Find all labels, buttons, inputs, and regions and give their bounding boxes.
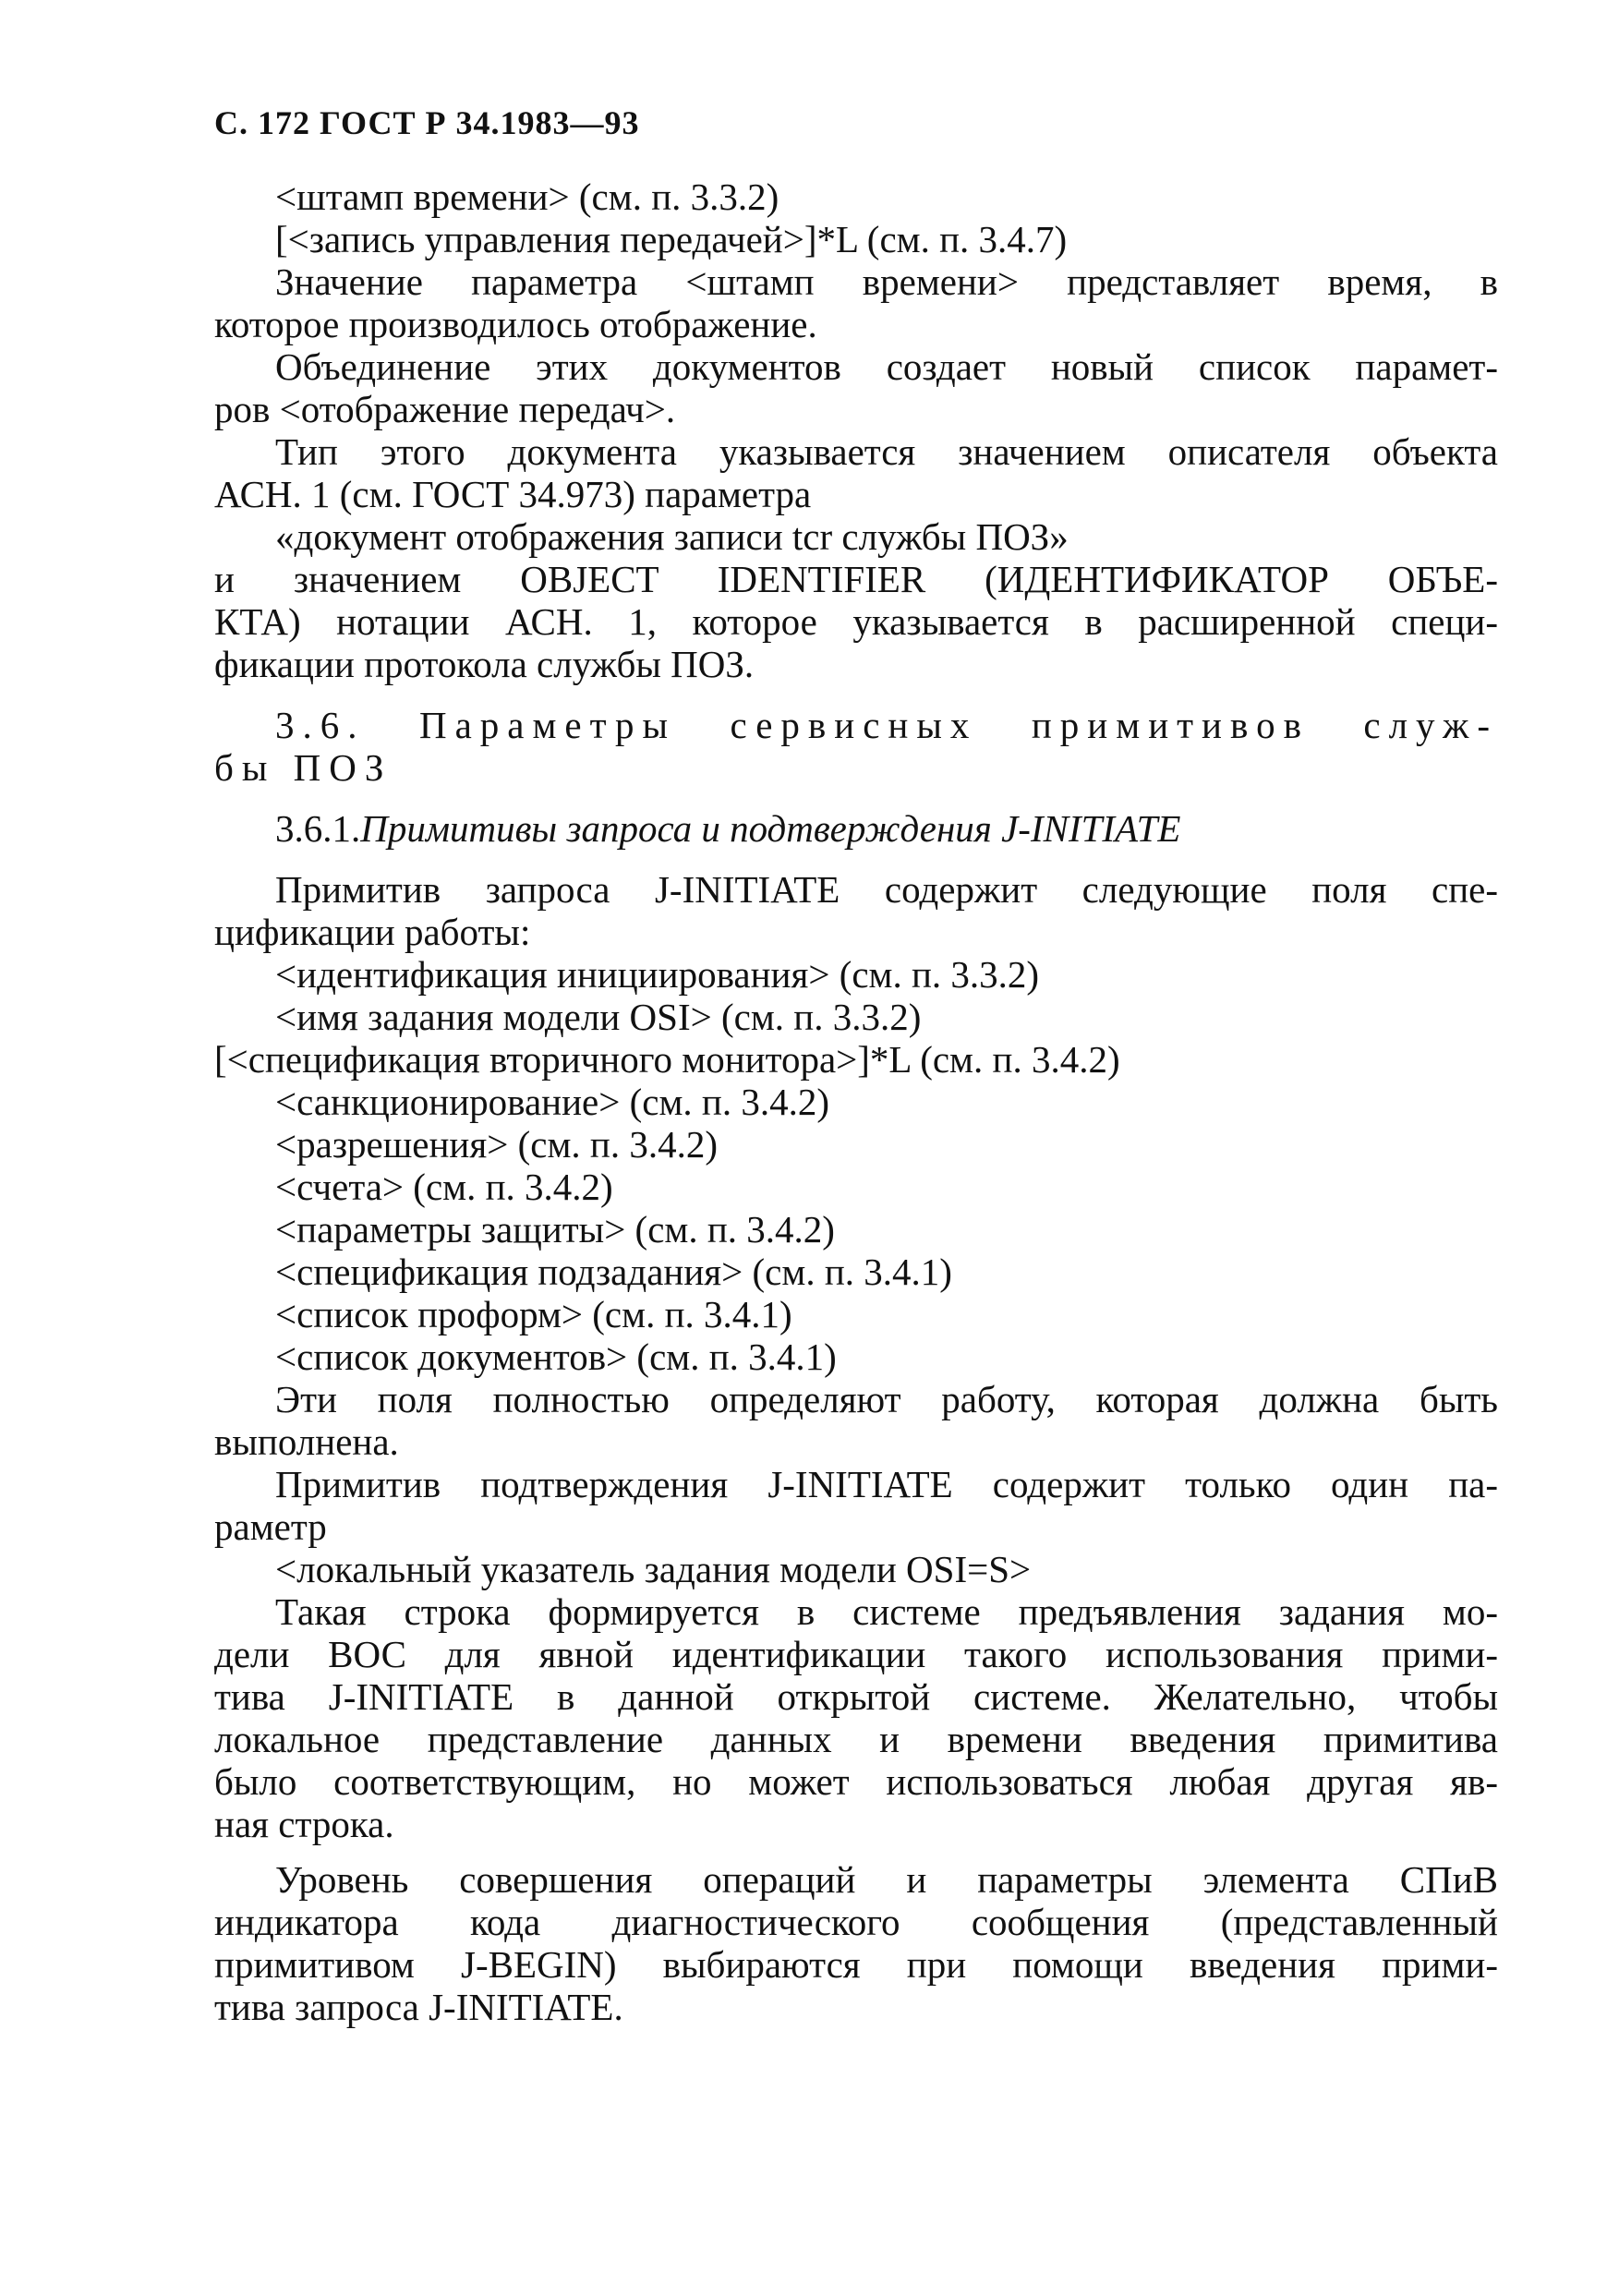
paragraph-line: Объединение этих документов создает новый список парамет-	[275, 345, 1498, 388]
timestamp-line: <штамп времени> (см. п. 3.3.2)	[275, 175, 779, 218]
paragraph-line: Примитив подтверждения J-INITIATE содержит только один па-	[275, 1463, 1498, 1505]
parameter-line: <локальный указатель задания модели OSI=S>	[275, 1548, 1032, 1590]
paragraph-line: тива J-INITIATE в данной открытой системе. Желательно, чтобы	[214, 1675, 1498, 1718]
page-content	[214, 175, 1498, 2028]
paragraph-line: АСН. 1 (см. ГОСТ 34.973) параметра	[214, 473, 812, 515]
page-header: С. 172 ГОСТ Р 34.1983—93	[214, 104, 640, 141]
paragraph-line: индикатора кода диагностического сообщения (представленный	[214, 1901, 1498, 1943]
paragraph-line: Уровень совершения операций и параметры элемента СПиВ	[275, 1858, 1498, 1901]
subsection-heading	[214, 807, 1498, 850]
paragraph-line: Эти поля полностью определяют работу, которая должна быть	[275, 1378, 1498, 1420]
paragraph-line: Такая строка формируется в системе предъявления задания мо-	[275, 1590, 1498, 1633]
paragraph-line: локальное представление данных и времени введения примитива	[214, 1718, 1498, 1760]
section-heading: 3.6. Параметры сервисных примитивов служ-	[275, 704, 1498, 746]
paragraph-line: ров <отображение передач>.	[214, 388, 676, 430]
paragraph-line: Примитив запроса J-INITIATE содержит следующие поля спе-	[275, 868, 1498, 911]
field-item: <счета> (см. п. 3.4.2)	[275, 1166, 613, 1208]
paragraph-line: раметр	[214, 1505, 327, 1548]
transfer-record-line: [<запись управления передачей>]*L (см. п. 3.4.7)	[275, 218, 1068, 260]
paragraph-line: выполнена.	[214, 1420, 399, 1463]
field-item: <список проформ> (см. п. 3.4.1)	[275, 1293, 792, 1335]
paragraph-line: КТА) нотации АСН. 1, которое указывается в расширенной специ-	[214, 600, 1498, 643]
paragraph-line: дели ВОС для явной идентификации такого использования прими-	[214, 1633, 1498, 1675]
paragraph-line: примитивом J-BEGIN) выбираются при помощи введения прими-	[214, 1943, 1498, 1986]
paragraph-line: которое производилось отображение.	[214, 303, 817, 345]
field-item: <идентификация инициирования> (см. п. 3.3.2)	[275, 953, 1040, 996]
field-item: <имя задания модели OSI> (см. п. 3.3.2)	[275, 996, 922, 1038]
paragraph-line: ная строка.	[214, 1803, 394, 1845]
field-item: <параметры защиты> (см. п. 3.4.2)	[275, 1208, 835, 1251]
field-item: <список документов> (см. п. 3.4.1)	[275, 1335, 837, 1378]
paragraph-line: тива запроса J-INITIATE.	[214, 1986, 623, 2028]
paragraph-line: Значение параметра <штамп времени> представляет время, в	[275, 260, 1498, 303]
paragraph-line: «документ отображения записи tcr службы ПОЗ»	[275, 515, 1069, 558]
paragraph-line: фикации протокола службы ПОЗ.	[214, 643, 755, 685]
field-item: <спецификация подзадания> (см. п. 3.4.1)	[275, 1251, 952, 1293]
subsection-number: 3.6.1.	[275, 807, 361, 850]
paragraph-line: было соответствующим, но может использоваться любая другая яв-	[214, 1760, 1498, 1803]
paragraph-line: Тип этого документа указывается значением описателя объекта	[275, 430, 1498, 473]
field-item: <разрешения> (см. п. 3.4.2)	[275, 1123, 718, 1166]
subsection-title: Примитивы запроса и подтверждения J-INITIATE	[360, 807, 1181, 850]
field-item: [<спецификация вторичного монитора>]*L (см. п. 3.4.2)	[214, 1038, 1120, 1081]
section-heading-continued: бы ПОЗ	[214, 746, 393, 789]
paragraph-line: цификации работы:	[214, 911, 531, 953]
paragraph-line: и значением OBJECT IDENTIFIER (ИДЕНТИФИКАТОР ОБЪЕ-	[214, 558, 1498, 600]
field-item: <санкционирование> (см. п. 3.4.2)	[275, 1081, 830, 1123]
